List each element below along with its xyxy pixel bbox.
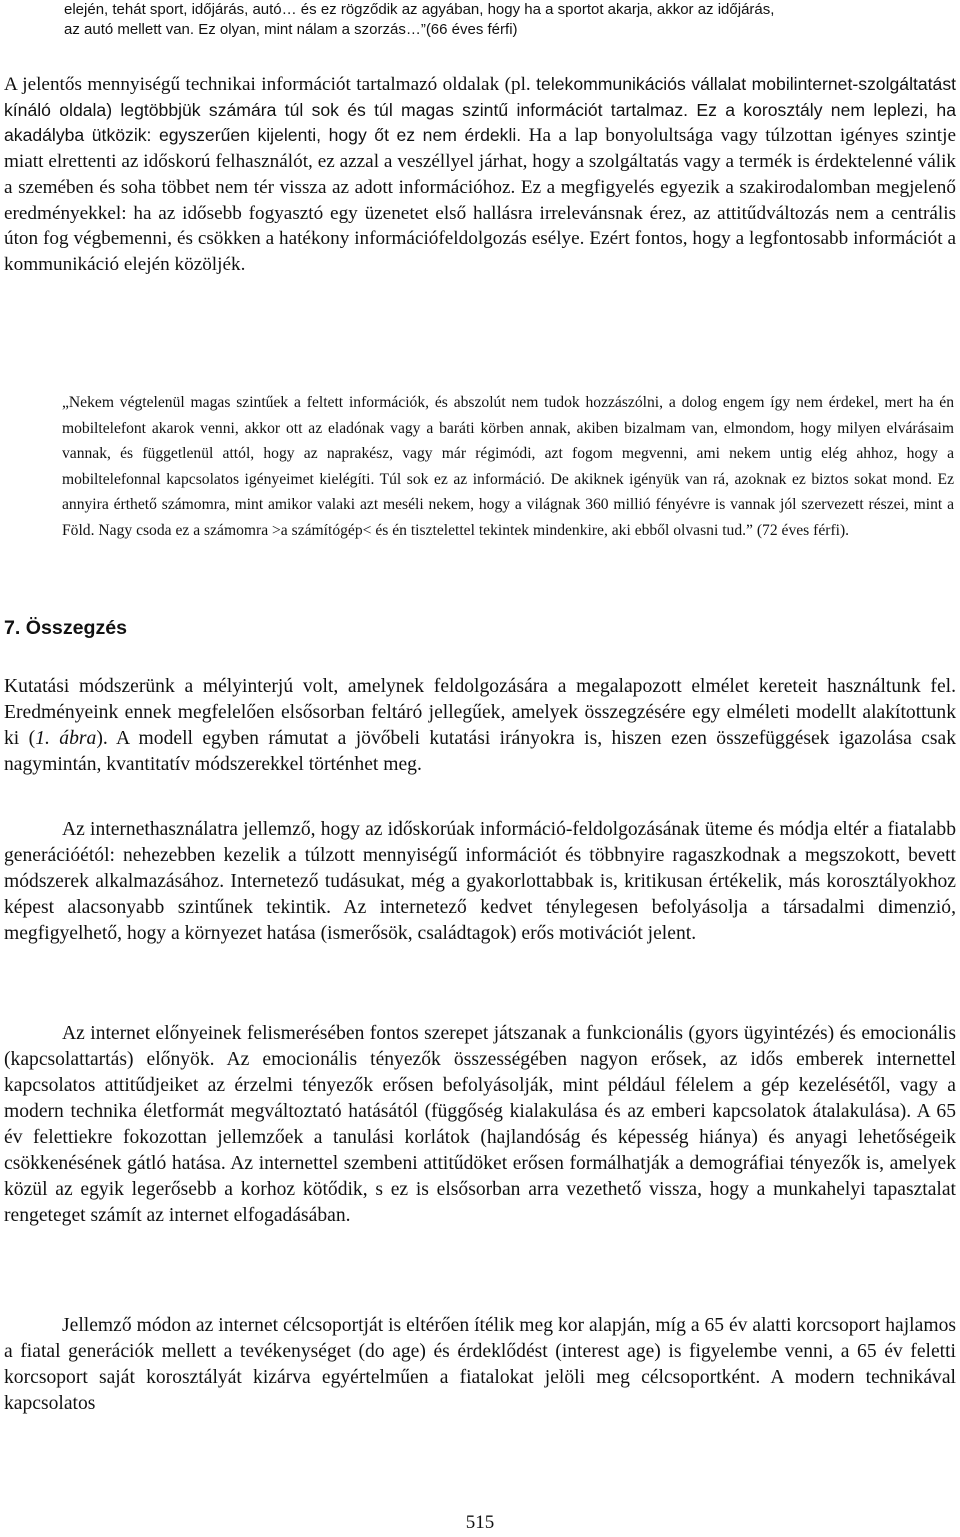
summary-p1-end: ). A modell egyben rámutat a jövőbeli kutatási irányokra is, hiszen ezen összefüggések igazolása csak nagymintán, kvantitatív módszerekkel történhet meg.: [4, 728, 956, 775]
section-heading: 7. Összegzés: [4, 617, 128, 639]
summary-paragraph-3: Az internet előnyeinek felismerésében fontos szerepet játszanak a funkcionális (gyors ügyintézés) és emocionális (kapcsolattartás) előnyök. Az emocionális tényezők összességében nagyon erősek, az idős emberek internettel kapcsolatos attitűdjeiket az érzelmi tényezők erősen befolyásolják, mint például félelem a gép kezelésétől, vagy a modern technika életformát megváltoztató hatásától (függőség kialakulása és az emberi kapcsolatok átalakulása). A 65 év felettiekre fokozottan jellemzőek a tanulási korlátok (hajlandóság és képesség hiánya) és anyagi lehetőségeik csökkenésének gátló hatása. Az internettel szembeni attitűdöket erősen formálhatják a demográfiai tényezők is, amelyek közül az egyik legerősebb a korhoz kötődik, s ez is elsősorban arra vezethető vissza, hogy a munkahelyi tapasztalat rengeteget számít az internet elfogadásában.: [4, 1023, 956, 1226]
summary-p1-start: Kutatási módszerünk a mélyinterjú volt, amelynek feldolgozására a megalapozott elmélet kereteit használtunk fel. Eredményeink ennek megfelelően elsősorban feltáró jellegűek, amelyek összegzésére egy elméleti modellt alakítottunk ki (: [4, 676, 956, 749]
interview-quote: „Nekem végtelenül magas szintűek a feltett információk, és abszolút nem tudok hozzászólni, a dolog engem így nem érdekel, mert ha én mobiltelefont akarok venni, akkor ott az eladónak vagy a baráti körben annak, akiben bizalmam van, elmondom, hogy milyen elvárásaim vannak, és függetlenül attól, hogy az naprakész, vagy már régimódi, azt fogom megvenni, ami nekem untig elég ahhoz, hogy a mobiltelefonnal kapcsolatos igényeimet kielégíti. Túl sok ez az információ. De akiknek igényük van rá, azoknak ez biztos sokat mond. Ez annyira érthető számomra, mint amikor valaki azt meséli nekem, hogy a világnak 360 millió fényévre is vannak jól szervezett részei, mint a Föld. Nagy csoda ez a számomra >a számítógép< és én tisztelettel tekintek mindenkire, aki ebből olvasni tud.” (72 éves férfi).: [62, 394, 954, 539]
page-number: 515: [465, 1512, 495, 1533]
quote-continuation: [64, 0, 954, 40]
paragraph-information-overload: [4, 72, 956, 278]
paragraph-serif-end: Ha a lap bonyolultsága vagy túlzottan igényes szintje miatt elrettenti az időskorú felhasználót, ez azzal a veszéllyel járhat, hogy a szolgáltatás vagy a termék is érdektelenné válik a szemében és soha többet nem tér vissza az adott információhoz. Ez a megfigyelés egyezik a szakirodalomban megjelenő eredményekkel: ha az idősebb fogyasztó egy üzenetet első hallásra irrelevánsnak érez, az attitűdváltozás nem a centrális úton fog végbemenni, és csökken a hatékony információfeldolgozás esélye. Ezért fontos, hogy a legfontosabb információt a kommunikáció elején közöljék.: [4, 125, 956, 275]
summary-paragraph-2: Az internethasználatra jellemző, hogy az időskorúak információ-feldolgozásának üteme és módja eltér a fiatalabb generációétól: nehezebben kezelik a túlzott mennyiségű információt és többnyire ragaszkodnak a megszokott, bevett módszerek alkalmazásához. Internetező tudásukat, még a gyakorlottabbak is, kritikusan értékelik, más korosztályokhoz képest alacsonyabb szintűnek tekintik. Az internetező kedvet ténylegesen befolyásolja a társadalmi dimenzió, megfigyelhető, hogy a környezet hatása (ismerősök, családtagok) erős motivációt jelent.: [4, 819, 956, 944]
summary-paragraph-1: [4, 674, 956, 778]
summary-paragraph-4: Jellemző módon az internet célcsoportját is eltérően ítélik meg kor alapján, míg a 65 év alatti korcsoport hajlamos a fiatal generációk mellett a tevékenységet (do age) és érdeklődést (interest age) is figyelembe venni, a 65 év feletti korcsoport saját korosztályát kizárva egyértelműen a fiatalokat jelöli meg célcsoportként. A modern technikával kapcsolatos: [4, 1315, 956, 1414]
figure-reference: 1. ábra: [35, 728, 97, 749]
paragraph-serif-start: A jelentős mennyiségű technikai információt tartalmazó oldalak (pl.: [4, 74, 537, 95]
paragraph-sans-part: telekommunikációs vállalat mobilinternet-szolgáltatást kínáló oldala) legtöbbjük számára túl sok és túl magas szintű információt tartalmaz. Ez a korosztály nem leplezi, ha akadályba ütközik: egyszerűen kijelenti, hogy őt ez nem érdekli.: [4, 74, 957, 146]
quote-line-1: elején, tehát sport, időjárás, autó… és ez rögződik az agyában, hogy ha a sportot akarja, akkor az időjárás,: [64, 1, 775, 18]
quote-line-2: az autó mellett van. Ez olyan, mint nálam a szorzás…”(66 éves férfi): [64, 21, 518, 38]
